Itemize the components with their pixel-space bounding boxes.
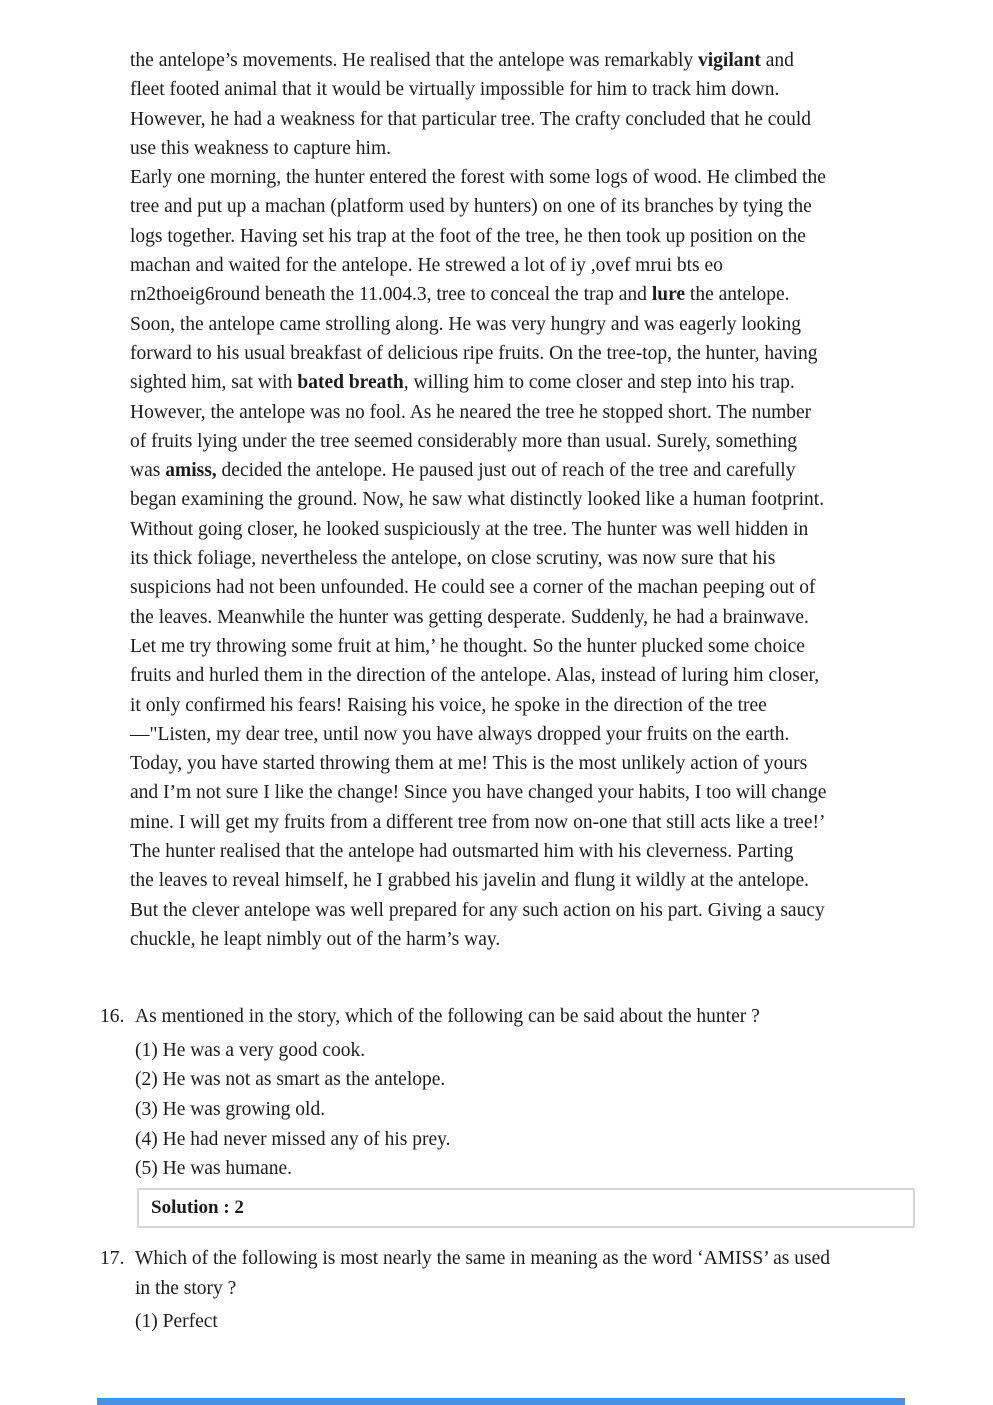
question-text: Which of the following is most nearly the same in meaning as the word ‘AMISS’ as used xyxy=(135,1248,831,1269)
question-body xyxy=(135,1002,915,1228)
text-run: logs together. Having set his trap at the foot of the tree, he then took up position on the xyxy=(130,225,806,247)
text-run: and I’m not sure I like the change! Since you have changed your habits, I too will change xyxy=(130,782,827,804)
text-run: and xyxy=(760,50,794,71)
answer-options xyxy=(135,1307,915,1337)
passage-line xyxy=(130,310,826,339)
answer-option: (2) He was not as smart as the antelope. xyxy=(135,1069,446,1091)
text-run: its thick foliage, nevertheless the antelope, on close scrutiny, was now sure that his xyxy=(130,548,776,570)
text-run: However, he had a weakness for that particular tree. The crafty concluded that he could xyxy=(130,108,812,130)
answer-option: (3) He was growing old. xyxy=(135,1099,326,1120)
text-run: However, the antelope was no fool. As he neared the tree he stopped short. The number xyxy=(130,401,812,423)
passage-line xyxy=(130,896,826,925)
bold-term: lure xyxy=(651,284,686,306)
passage-line xyxy=(130,691,826,720)
bold-term: amiss, xyxy=(165,460,217,482)
passage-line xyxy=(130,46,826,75)
passage-line xyxy=(130,661,826,690)
bold-term: bated breath xyxy=(297,372,404,394)
text-run: The hunter realised that the antelope had outsmarted him with his cleverness. Parting xyxy=(130,841,794,863)
text-run: decided the antelope. He paused just out of reach of the tree and carefully xyxy=(216,460,796,482)
passage-line xyxy=(130,573,826,602)
text-run: , willing him to come closer and step into his trap. xyxy=(403,372,795,394)
passage-line xyxy=(130,603,826,632)
bold-term: vigilant xyxy=(698,50,761,71)
text-run: fruits and hurled them in the direction of the antelope. Alas, instead of luring him closer, xyxy=(130,665,820,687)
passage-line xyxy=(130,280,826,309)
solution-box xyxy=(137,1188,915,1228)
text-run: —"Listen, my dear tree, until now you have always dropped your fruits on the earth. xyxy=(130,723,790,745)
text-run: Today, you have started throwing them at me! This is the most unlikely action of yours xyxy=(130,753,808,775)
text-run: it only confirmed his fears! Raising his voice, he spoke in the direction of the tree xyxy=(130,694,767,716)
passage-line xyxy=(130,398,826,427)
question-body xyxy=(135,1244,915,1337)
text-run: tree and put up a machan (platform used by hunters) on one of its branches by tying the xyxy=(130,196,812,218)
text-run: Early one morning, the hunter entered the forest with some logs of wood. He climbed the xyxy=(130,167,826,189)
passage-line xyxy=(130,925,826,954)
text-run: sighted him, sat with xyxy=(130,372,298,394)
passage-line xyxy=(130,485,826,514)
passage-line xyxy=(130,515,826,544)
text-run: But the clever antelope was well prepared for any such action on his part. Giving a saucy xyxy=(130,899,825,921)
text-run: forward to his usual breakfast of delicious ripe fruits. On the tree-top, the hunter, having xyxy=(130,342,818,364)
passage-line xyxy=(130,368,826,397)
question-17 xyxy=(100,1244,915,1337)
text-run: machan and waited for the antelope. He strewed a lot of iy ,ovef mrui bts eo xyxy=(130,255,723,277)
passage-line xyxy=(130,339,826,368)
passage-line xyxy=(130,544,826,573)
passage-line xyxy=(130,808,826,837)
passage-line xyxy=(130,456,826,485)
passage-line xyxy=(130,749,826,778)
bottom-accent-bar xyxy=(97,1398,905,1405)
text-run: Without going closer, he looked suspiciously at the tree. The hunter was well hidden in xyxy=(130,518,809,540)
passage-line xyxy=(130,720,826,749)
answer-option: (5) He was humane. xyxy=(135,1158,293,1180)
answer-option: (4) He had never missed any of his prey. xyxy=(135,1128,451,1150)
text-run: the leaves. Meanwhile the hunter was getting desperate. Suddenly, he had a brainwave. xyxy=(130,606,809,628)
passage-line xyxy=(130,222,826,251)
question-text: As mentioned in the story, which of the following can be said about the hunter ? xyxy=(135,1006,760,1027)
answer-options xyxy=(135,1036,915,1185)
passage-line xyxy=(130,105,826,134)
passage-line xyxy=(130,75,826,104)
text-run: fleet footed animal that it would be virtually impossible for him to track him down. xyxy=(130,79,780,101)
text-run: chuckle, he leapt nimbly out of the harm’s way. xyxy=(130,928,501,950)
passage-line xyxy=(130,866,826,895)
answer-option: (1) Perfect xyxy=(135,1311,218,1333)
question-16 xyxy=(100,1002,915,1228)
text-run: began examining the ground. Now, he saw what distinctly looked like a human footprint. xyxy=(130,489,825,511)
reading-passage xyxy=(130,46,826,954)
question-number: 16. xyxy=(100,1006,125,1027)
passage-line xyxy=(130,163,826,192)
passage-line xyxy=(130,632,826,661)
question-number: 17. xyxy=(100,1248,125,1269)
passage-line xyxy=(130,427,826,456)
text-run: rn2thoeig6round beneath the 11.004.3, tree to conceal the trap and xyxy=(130,284,652,306)
passage-line xyxy=(130,134,826,163)
text-run: the antelope’s movements. He realised that the antelope was remarkably xyxy=(130,50,699,71)
passage-line xyxy=(130,251,826,280)
text-run: use this weakness to capture him. xyxy=(130,137,392,159)
text-run: the antelope. xyxy=(685,284,790,306)
text-run: suspicions had not been unfounded. He could see a corner of the machan peeping out of xyxy=(130,577,816,599)
text-run: Let me try throwing some fruit at him,’ he thought. So the hunter plucked some choice xyxy=(130,635,805,657)
passage-line xyxy=(130,778,826,807)
answer-option: (1) He was a very good cook. xyxy=(135,1039,366,1061)
text-run: of fruits lying under the tree seemed considerably more than usual. Surely, something xyxy=(130,430,797,452)
question-text: in the story ? xyxy=(135,1277,237,1299)
passage-line xyxy=(130,192,826,221)
solution-text: Solution : 2 xyxy=(151,1197,244,1219)
text-run: Soon, the antelope came strolling along. He was very hungry and was eagerly looking xyxy=(130,313,801,335)
text-run: was xyxy=(130,460,166,482)
passage-line xyxy=(130,837,826,866)
text-run: the leaves to reveal himself, he I grabbed his javelin and flung it wildly at the antelope. xyxy=(130,870,810,892)
text-run: mine. I will get my fruits from a different tree from now on-one that still acts like a tree!’ xyxy=(130,811,826,833)
